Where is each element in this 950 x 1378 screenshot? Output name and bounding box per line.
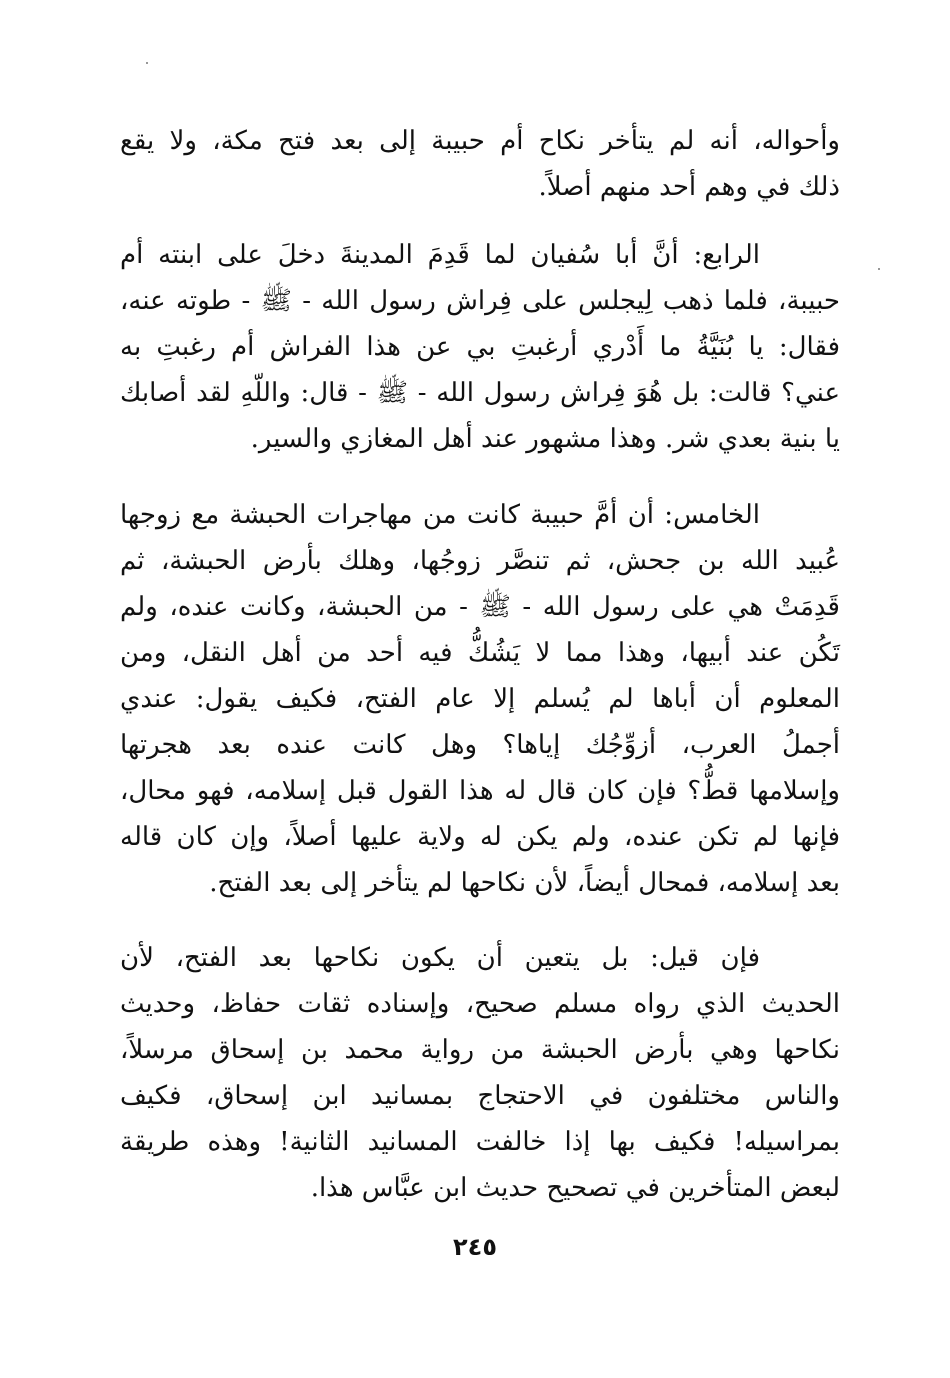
- text-line: عُبيد الله بن جحش، ثم تنصَّر زوجُها، وهلك بأرض الحبشة، ثم: [120, 546, 840, 576]
- paragraph-1: [120, 118, 840, 210]
- text-line: المعلوم أن أباها لم يُسلم إلا عام الفتح، فكيف يقول: عندي: [120, 684, 840, 714]
- text-line: يا بنية بعدي شر. وهذا مشهور عند أهل المغازي والسير.: [250, 424, 840, 454]
- text-line: والناس مختلفون في الاحتجاج بمسانيد ابن إسحاق، فكيف: [120, 1081, 840, 1111]
- text-line: فقال: يا بُنَيَّةُ ما أَدْري أرغبتِ بي عن هذا الفراش أم رغبتِ به: [120, 332, 840, 362]
- scan-speck: [878, 268, 880, 270]
- text-line: قَدِمَتْ هي على رسول الله - ﷺ - من الحبشة، وكانت عنده، ولم: [120, 592, 840, 622]
- text-line: تَكُن عند أبيها، وهذا مما لا يَشُكُّ فيه أحد من أهل النقل، ومن: [120, 638, 840, 668]
- paragraph-4: [120, 935, 840, 1211]
- text-line: بعد إسلامه، فمحال أيضاً، لأن نكاحها لم يتأخر إلى بعد الفتح.: [209, 868, 840, 898]
- paragraph-2: [120, 232, 840, 462]
- text-line: نكاحها وهي بأرض الحبشة من رواية محمد بن إسحاق مرسلاً،: [120, 1035, 840, 1065]
- text-line: الخامس: أن أمَّ حبيبة كانت من مهاجرات الحبشة مع زوجها: [120, 500, 760, 530]
- page-number: ٢٤٥: [453, 1233, 497, 1261]
- text-line: وأحواله، أنه لم يتأخر نكاح أم حبيبة إلى بعد فتح مكة، ولا يقع: [120, 126, 840, 156]
- text-line: بمراسيله! فكيف بها إذا خالفت المسانيد الثانية! وهذه طريقة: [120, 1127, 840, 1157]
- text-line: ذلك في وهم أحد منهم أصلاً.: [538, 172, 840, 202]
- text-line: الرابع: أنَّ أبا سُفيان لما قَدِمَ المدينةَ دخلَ على ابنته أم: [120, 240, 760, 270]
- text-line: أجملُ العرب، أزوِّجُك إياها؟ وهل كانت عنده بعد هجرتها: [120, 730, 840, 760]
- paragraph-3: [120, 492, 840, 906]
- text-line: الحديث الذي رواه مسلم صحيح، وإسناده ثقات حفاظ، وحديث: [120, 989, 840, 1019]
- text-line: وإسلامها قطُّ؟ فإن كان قال له هذا القول قبل إسلامه، فهو محال،: [120, 776, 840, 806]
- scan-speck: [146, 62, 148, 64]
- text-line: فإن قيل: بل يتعين أن يكون نكاحها بعد الفتح، لأن: [120, 943, 760, 973]
- text-line: عني؟ قالت: بل هُوَ فِراش رسول الله - ﷺ - قال: واللّهِ لقد أصابك: [120, 378, 840, 408]
- text-line: حبيبة، فلما ذهب لِيجلس على فِراش رسول الله - ﷺ - طوته عنه،: [120, 286, 840, 316]
- text-line: لبعض المتأخرين في تصحيح حديث ابن عبَّاس هذا.: [310, 1173, 840, 1203]
- text-line: فإنها لم تكن عنده، ولم يكن له ولاية عليها أصلاً، وإن كان قاله: [120, 822, 840, 852]
